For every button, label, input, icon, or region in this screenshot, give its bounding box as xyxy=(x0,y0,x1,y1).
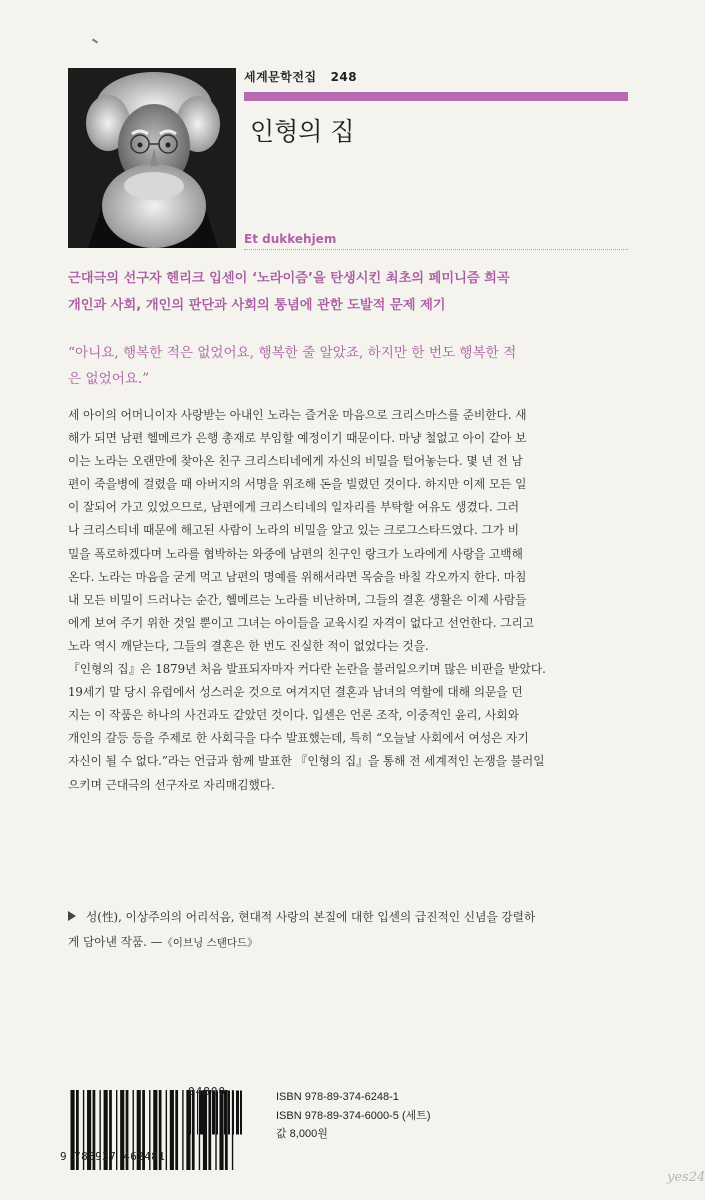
original-title: Et dukkehjem xyxy=(244,232,337,246)
author-portrait xyxy=(68,68,236,248)
body-line: 세 아이의 어머니이자 사랑받는 아내인 노라는 즐거운 마음으로 크리스마스를 준비한다. 새 xyxy=(68,408,527,422)
portrait-illustration xyxy=(68,68,236,248)
series-name: 세계문학전집 xyxy=(244,70,317,84)
tagline-line-1: 근대극의 선구자 헨리크 입센이 ‘노라이즘’을 탄생시킨 최초의 페미니즘 희곡 xyxy=(68,271,510,286)
barcode-bar xyxy=(236,1091,239,1135)
tagline xyxy=(68,265,648,319)
body-line: 자신이 될 수 없다.”라는 언급과 함께 발표한 『인형의 집』을 통해 전 세계적인 논쟁을 불러일 xyxy=(68,754,545,769)
body-line: 개인의 갈등 등을 주제로 한 사회극을 다수 발표했는데, 특히 “오늘날 사회에서 여성은 자기 xyxy=(68,731,529,746)
barcode-bar xyxy=(170,1090,174,1170)
body-line: 『인형의 집』은 1879년 처음 발표되자마자 커다란 논란을 불러일으키며 많은 비판을 받았다. xyxy=(68,662,546,677)
bullet-triangle-icon xyxy=(68,911,76,921)
body-line: 19세기 말 당시 유럽에서 성스러운 것으로 여겨지던 결혼과 남녀의 역할에 대해 의문을 던 xyxy=(68,685,523,700)
barcode-bar xyxy=(166,1090,167,1170)
barcode-bar xyxy=(175,1090,178,1170)
body-line: 노라 역시 깨닫는다, 그들의 결혼은 한 번도 진실한 적이 없었다는 것을. xyxy=(68,638,429,653)
body-line: 밀을 폭로하겠다며 노라를 협박하는 와중에 남편의 친구인 랑크가 노라에게 사랑을 고백해 xyxy=(68,546,523,561)
quote-line-2: 은 없었어요.” xyxy=(68,371,150,387)
synopsis-body xyxy=(68,404,640,797)
quote-line-1: “아니요, 행복한 적은 없었어요, 행복한 줄 알았죠, 하지만 한 번도 행복한 적 xyxy=(68,345,517,361)
print-speck xyxy=(92,38,98,43)
isbn-line-2: ISBN 978-89-374-6000-5 xyxy=(276,1109,399,1122)
review-line-2: 게 담아낸 작품. — xyxy=(68,935,163,949)
barcode-digits: 9 788937 462481 xyxy=(60,1150,166,1163)
isbn-set-label: (세트) xyxy=(401,1109,431,1122)
dotted-divider xyxy=(244,249,628,250)
series-number: 248 xyxy=(330,70,358,84)
title-accent-bar xyxy=(244,92,628,101)
barcode-bar xyxy=(228,1091,230,1135)
body-line: 이는 노라는 오랜만에 찾아온 친구 크리스티네에게 자신의 비밀을 털어놓는다. 몇 년 전 남 xyxy=(68,454,523,469)
body-line: 지는 이 작품은 하나의 사건과도 같았던 것이다. 입센은 언론 조작, 이중적인 윤리, 사회와 xyxy=(68,708,519,723)
isbn-block xyxy=(276,1088,431,1144)
series-label xyxy=(244,68,357,85)
watermark: yes24 xyxy=(667,1170,705,1185)
barcode-bar xyxy=(233,1091,234,1135)
body-line: 편이 죽을병에 걸렸을 때 아버지의 서명을 위조해 돈을 빌렸던 것이다. 하지만 이제 모든 일 xyxy=(68,477,527,492)
isbn-line-1: ISBN 978-89-374-6248-1 xyxy=(276,1091,399,1103)
review-line-1: 성(性), 이상주의의 어리석음, 현대적 사랑의 본질에 대한 입센의 급진적인 신념을 강렬하 xyxy=(86,910,536,924)
body-line: 에게 보여 주기 위한 것일 뿐이고 그녀는 아이들을 교육시킬 자격이 없다고 선언한다. 그리고 xyxy=(68,615,535,630)
pull-quote xyxy=(68,340,648,392)
price: 값 8,000원 xyxy=(276,1128,328,1140)
body-line: 이 잘되어 가고 있었으므로, 남편에게 크리스티네의 일자리를 부탁할 여유도 생겼다. 그러 xyxy=(68,500,520,515)
barcode-bar xyxy=(240,1091,242,1135)
body-line: 해가 되면 남편 헬메르가 은행 총재로 부임할 예정이기 때문이다. 마냥 철없고 아이 같아 보 xyxy=(68,431,527,446)
review-source: 《이브닝 스탠다드》 xyxy=(162,937,258,949)
tagline-line-2: 개인과 사회, 개인의 판단과 사회의 통념에 관한 도발적 문제 제기 xyxy=(68,298,446,313)
body-line: 온다. 노라는 마음을 굳게 먹고 남편의 명예를 위해서라면 목숨을 바칠 각오까지 한다. 마침 xyxy=(68,569,527,584)
body-line: 내 모든 비밀이 드러나는 순간, 헬메르는 노라를 비난하며, 그들의 결혼 생활은 이제 사람들 xyxy=(68,592,527,607)
body-line: 으키며 근대극의 선구자로 자리매김했다. xyxy=(68,777,275,792)
barcode-bar xyxy=(182,1090,183,1170)
body-line: 나 크리스티네 때문에 해고된 사람이 노라의 비밀을 알고 있는 크로그스타드였다. 그가 비 xyxy=(68,523,520,538)
addon-digits: 04800 xyxy=(188,1085,227,1098)
book-title: 인형의 집 xyxy=(250,117,355,146)
review-blurb xyxy=(68,905,648,956)
